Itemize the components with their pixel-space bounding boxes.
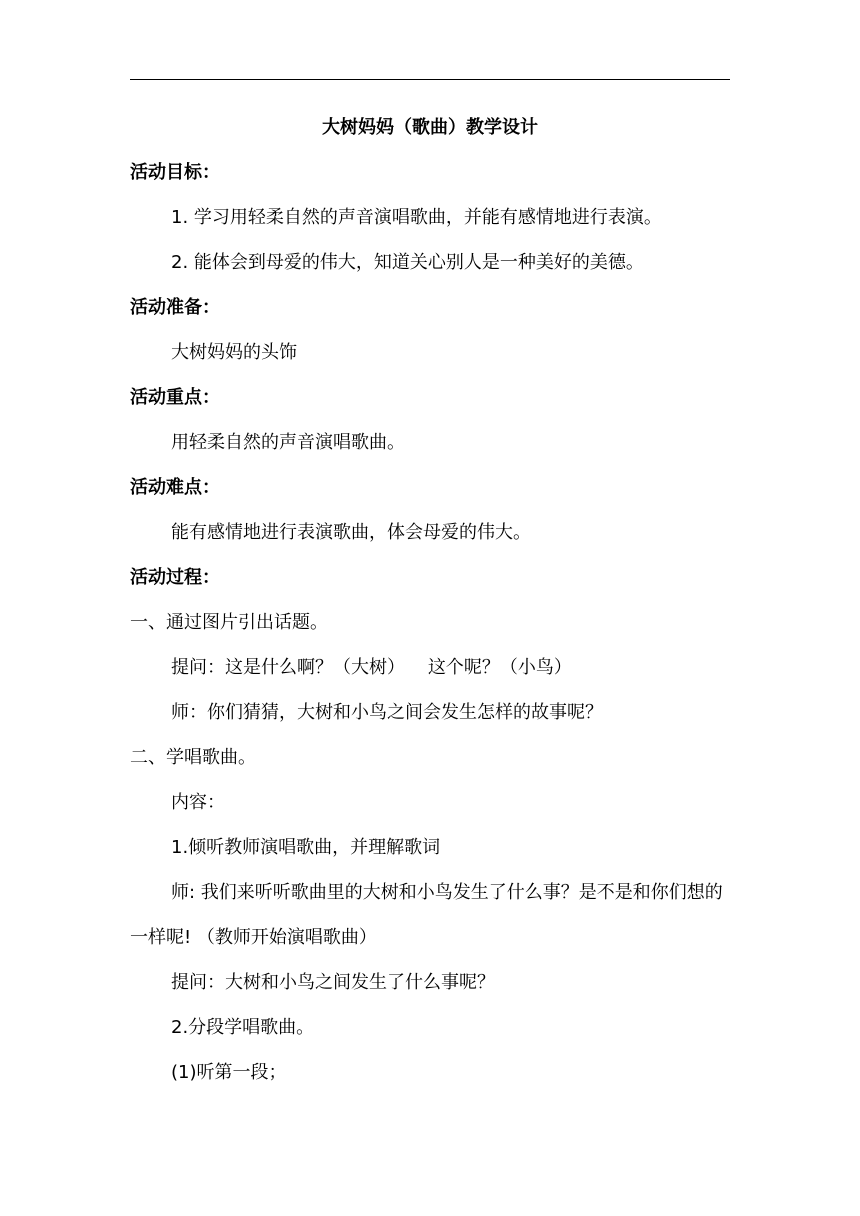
teacher-paragraph: 师: 我们来听听歌曲里的大树和小鸟发生了什么事？是不是和你们想的一样呢! （教师开始演唱歌曲） [130,882,723,948]
step-2-heading: 二、学唱歌曲。 [130,747,256,768]
header-rule [130,79,730,80]
difficulty-text: 能有感情地进行表演歌曲，体会母爱的伟大。 [171,522,531,543]
sub-step-1: 1.倾听教师演唱歌曲，并理解歌词 [171,837,441,858]
prep-heading: 活动准备： [130,297,220,318]
goal-item-1: 1. 学习用轻柔自然的声音演唱歌曲，并能有感情地进行表演。 [171,207,662,228]
key-text: 用轻柔自然的声音演唱歌曲。 [171,432,405,453]
process-heading: 活动过程： [130,567,220,588]
content-label: 内容： [171,792,225,813]
difficulty-heading: 活动难点： [130,477,220,498]
sub-step-2-1: (1)听第一段； [171,1062,287,1083]
sub-step-2: 2.分段学唱歌曲。 [171,1017,315,1038]
key-heading: 活动重点： [130,387,220,408]
document-title: 大树妈妈（歌曲）教学设计 [322,117,538,138]
step-1-question: 提问：这是什么啊？（大树） 这个呢？（小鸟） [171,657,572,678]
goal-item-2: 2. 能体会到母爱的伟大，知道关心别人是一种美好的美德。 [171,252,644,273]
prep-text: 大树妈妈的头饰 [171,342,297,363]
step-1-heading: 一、通过图片引出话题。 [130,612,328,633]
step-1-teacher: 师：你们猜猜，大树和小鸟之间会发生怎样的故事呢？ [171,702,603,723]
goal-heading: 活动目标： [130,162,220,183]
sub-step-1-question: 提问：大树和小鸟之间发生了什么事呢？ [171,972,495,993]
